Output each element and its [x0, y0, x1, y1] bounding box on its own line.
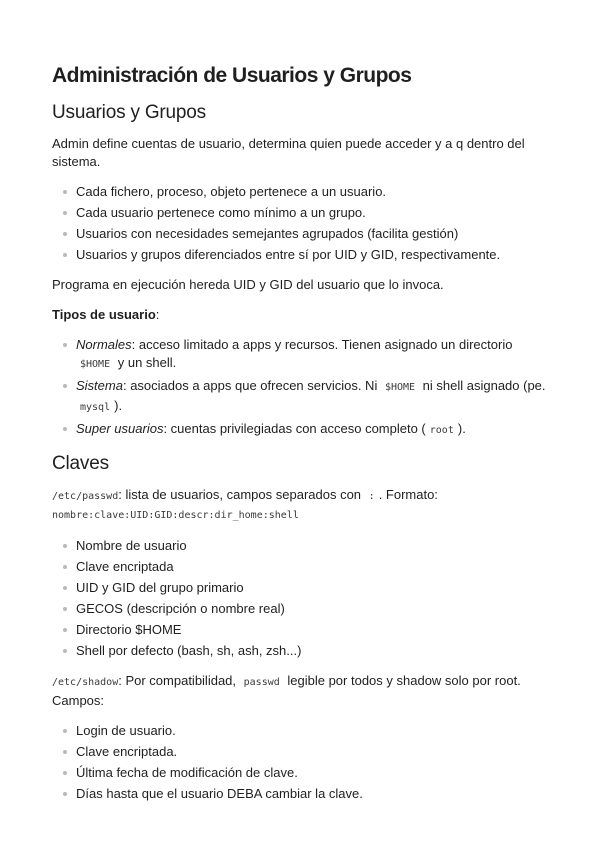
- inline-code: mysql: [80, 402, 111, 413]
- passwd-path: /etc/passwd: [52, 491, 119, 502]
- list-item: Usuarios y grupos diferenciados entre sí por UID y GID, respectivamente.: [76, 246, 548, 264]
- passwd-text: : lista de usuarios, campos separados con: [118, 487, 365, 502]
- user-types-label-paragraph: [52, 306, 548, 324]
- list-item: Días hasta que el usuario DEBA cambiar la clave.: [76, 785, 548, 803]
- list-item: Cada usuario pertenece como mínimo a un grupo.: [76, 204, 548, 222]
- user-type-super: [76, 420, 548, 440]
- shadow-paragraph: [52, 672, 548, 710]
- passwd-text: . Formato:: [378, 487, 438, 502]
- list-item: Cada fichero, proceso, objeto pertenece a un usuario.: [76, 183, 548, 201]
- list-item: GECOS (descripción o nombre real): [76, 600, 548, 618]
- list-item: Clave encriptada: [76, 558, 548, 576]
- passwd-fields-list: [52, 537, 548, 660]
- user-type-name: Normales: [76, 337, 132, 352]
- list-item: Directorio $HOME: [76, 621, 548, 639]
- inline-code: passwd: [243, 677, 280, 688]
- shadow-path: /etc/shadow: [52, 677, 119, 688]
- document-title: Administración de Usuarios y Grupos: [52, 64, 412, 87]
- list-item: Nombre de usuario: [76, 537, 548, 555]
- passwd-paragraph: [52, 486, 548, 525]
- list-item: Clave encriptada.: [76, 743, 548, 761]
- user-type-text: ).: [457, 421, 466, 436]
- user-type-name: Super usuarios: [76, 421, 164, 436]
- shadow-text: : Por compatibilidad,: [118, 673, 240, 688]
- list-item: UID y GID del grupo primario: [76, 579, 548, 597]
- passwd-format: nombre:clave:UID:GID:descr:dir_home:shell: [52, 510, 299, 521]
- inline-code: root: [429, 425, 454, 436]
- user-type-system: [76, 377, 548, 417]
- user-type-text: ).: [114, 398, 123, 413]
- list-item: Usuarios con necesidades semejantes agrupados (facilita gestión): [76, 225, 548, 243]
- list-item: Última fecha de modificación de clave.: [76, 764, 548, 782]
- user-type-name: Sistema: [76, 378, 123, 393]
- inline-code: $HOME: [80, 359, 111, 370]
- heading-claves: Claves: [52, 453, 109, 474]
- shadow-fields-list: [52, 722, 548, 803]
- user-type-text: : acceso limitado a apps y recursos. Tienen asignado un directorio: [131, 337, 513, 352]
- separator-code: :: [368, 491, 375, 502]
- list-item: Login de usuario.: [76, 722, 548, 740]
- basics-list: [52, 183, 548, 264]
- user-type-text: : asociados a apps que ofrecen servicios. Ni: [122, 378, 381, 393]
- inline-code: $HOME: [384, 382, 416, 393]
- user-type-text: ni shell asignado (pe.: [419, 378, 546, 393]
- user-types-colon: :: [155, 307, 160, 322]
- user-types-list: [52, 336, 548, 440]
- shadow-text: legible por todos y shadow solo por root. Campos:: [52, 673, 521, 708]
- intro-paragraph: Admin define cuentas de usuario, determina quien puede acceder y a q dentro del sistema.: [52, 136, 525, 169]
- list-item: Shell por defecto (bash, sh, ash, zsh...): [76, 642, 548, 660]
- user-type-text: : cuentas privilegiadas con acceso completo (: [163, 421, 426, 436]
- heading-usuarios-grupos: Usuarios y Grupos: [52, 102, 206, 123]
- user-type-text: y un shell.: [114, 355, 177, 370]
- inherit-paragraph: Programa en ejecución hereda UID y GID del usuario que lo invoca.: [52, 277, 444, 292]
- user-types-label: Tipos de usuario: [52, 307, 156, 322]
- user-type-normal: [76, 336, 548, 374]
